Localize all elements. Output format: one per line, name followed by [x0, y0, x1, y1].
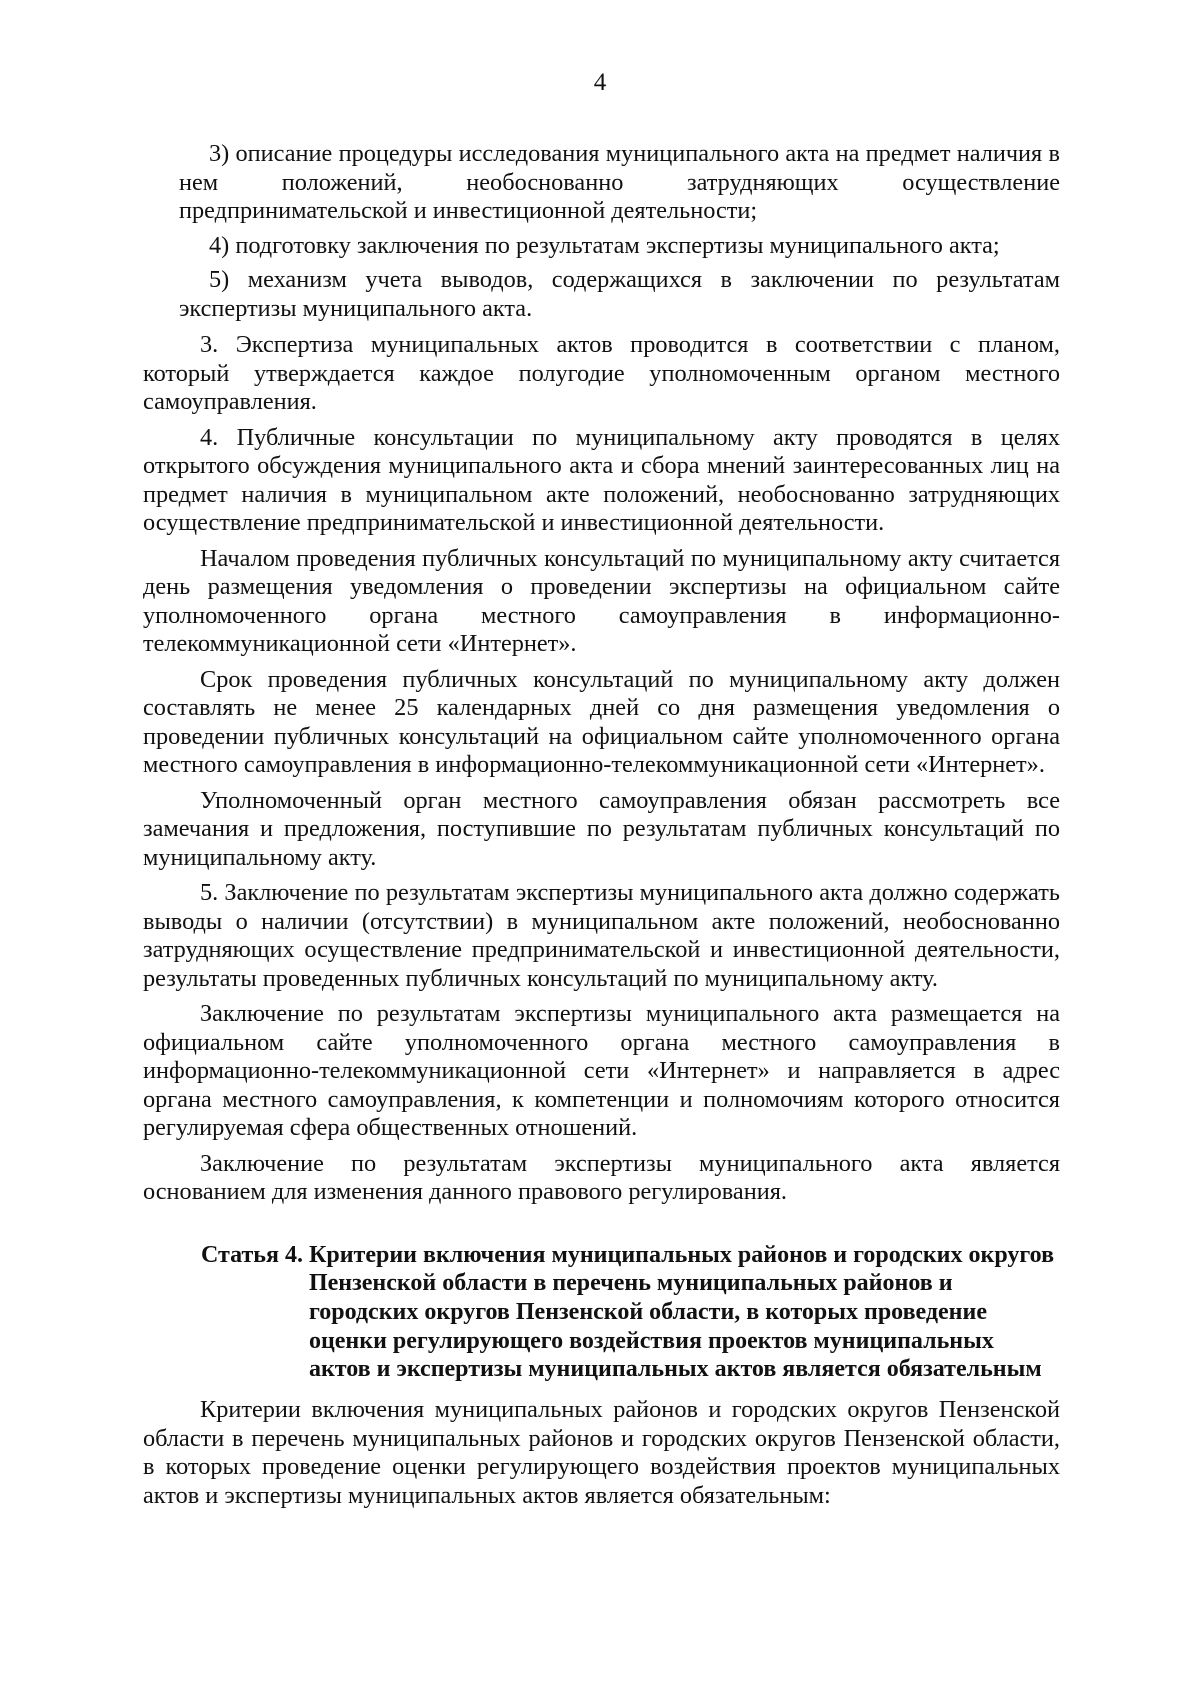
paragraph-authority-obligation: Уполномоченный орган местного самоуправления обязан рассмотреть все замечания и предложения, поступившие по результатам публичных консультаций по муниципальному акту.	[143, 786, 1060, 871]
article-heading	[201, 1241, 1060, 1385]
paragraph-conclusion-publication: Заключение по результатам экспертизы муниципального акта размещается на официальном сайте уполномоченного органа местного самоуправления в информационно-телекоммуникационной сети «Интернет» и направляется в адрес органа местного самоуправления, к компетенции и полномочиям которого относится регулируемая сфера общественных отношений.	[143, 1000, 1060, 1141]
paragraph-criteria: Критерии включения муниципальных районов и городских округов Пензенской области в перечень муниципальных районов и городских округов Пензенской области, в которых проведение оценки регулирующего воздействия проектов муниципальных актов и экспертизы муниципальных актов является обязательным:	[143, 1396, 1060, 1509]
paragraph-3: 3. Экспертиза муниципальных актов проводится в соответствии с планом, который утверждается каждое полугодие уполномоченным органом местного самоуправления.	[143, 331, 1060, 415]
list-item-3: 3) описание процедуры исследования муниципального акта на предмет наличия в нем положений, необоснованно затрудняющих осуществление предпринимательской и инвестиционной деятельности;	[179, 140, 1060, 224]
article-number: Статья 4.	[201, 1241, 303, 1268]
paragraph-conclusion-basis: Заключение по результатам экспертизы муниципального акта является основанием для изменения данного правового регулирования.	[143, 1149, 1060, 1205]
page-number: 4	[593, 69, 607, 96]
document-body	[143, 140, 1060, 1510]
paragraph-5: 5. Заключение по результатам экспертизы муниципального акта должно содержать выводы о наличии (отсутствии) в муниципальном акте положений, необоснованно затрудняющих осуществление предпринимательской и инвестиционной деятельности, результаты проведенных публичных консультаций по муниципальному акту.	[143, 879, 1060, 992]
paragraph-consultation-start: Началом проведения публичных консультаций по муниципальному акту считается день размещения уведомления о проведении экспертизы на официальном сайте уполномоченного органа местного самоуправления в информационно-телекоммуникационной сети «Интернет».	[143, 544, 1060, 657]
paragraph-4: 4. Публичные консультации по муниципальному акту проводятся в целях открытого обсуждения муниципального акта и сбора мнений заинтересованных лиц на предмет наличия в муниципальном акте положений, необоснованно затрудняющих осуществление предпринимательской и инвестиционной деятельности.	[143, 423, 1060, 536]
list-item-5: 5) механизм учета выводов, содержащихся в заключении по результатам экспертизы муниципального акта.	[179, 266, 1060, 322]
article-title: Критерии включения муниципальных районов и городских округов Пензенской области в перечень муниципальных районов и городских округов Пензенской области, в которых проведение оценки регулирующего воздействия проектов муниципальных актов и экспертизы муниципальных актов является обязательным	[308, 1241, 1055, 1383]
list-item-4: 4) подготовку заключения по результатам экспертизы муниципального акта;	[209, 231, 1000, 259]
paragraph-consultation-term: Срок проведения публичных консультаций по муниципальному акту должен составлять не менее 25 календарных дней со дня размещения уведомления о проведении публичных консультаций на официальном сайте уполномоченного органа местного самоуправления в информационно-телекоммуникационной сети «Интернет».	[143, 665, 1060, 778]
